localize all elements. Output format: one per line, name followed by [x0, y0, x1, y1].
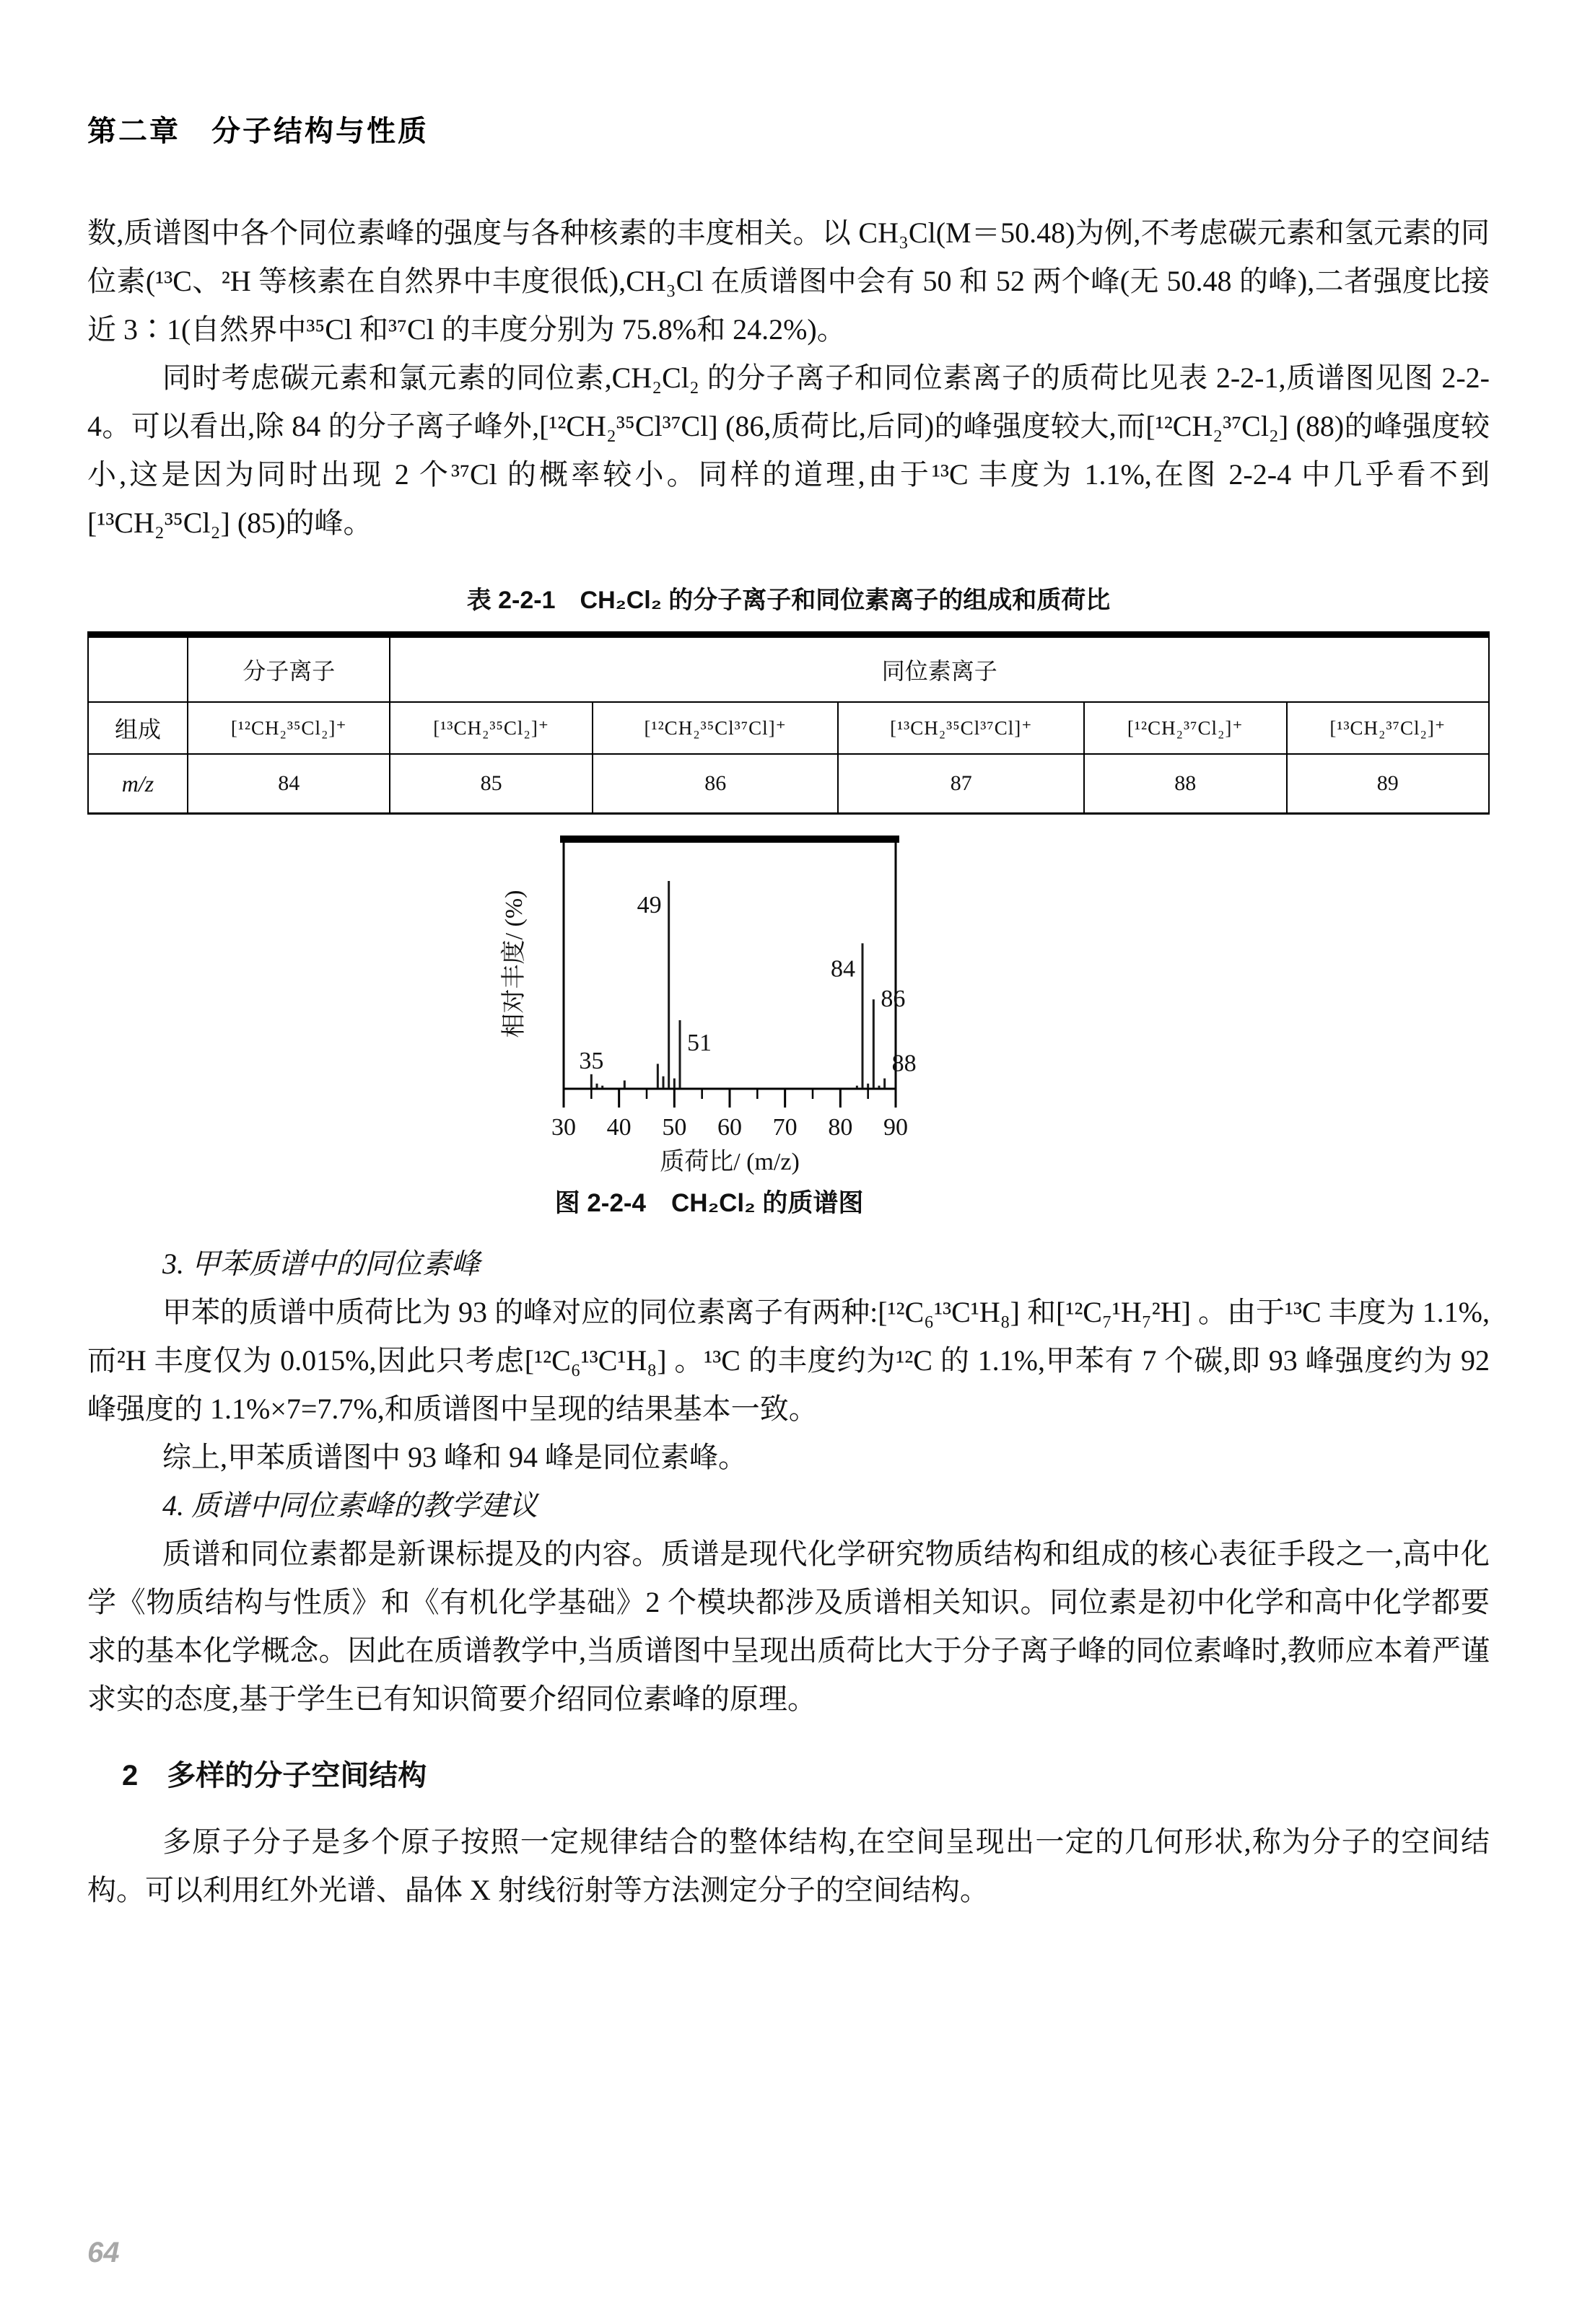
peak-label: 35 — [578, 1047, 603, 1074]
x-tick-label: 40 — [606, 1114, 632, 1141]
table-cell: 86 — [593, 754, 839, 814]
section-2-heading: 2 多样的分子空间结构 — [122, 1760, 427, 1792]
section-4-heading: 4. 质谱中同位素峰的教学建议 — [162, 1489, 538, 1522]
table-cell: 87 — [838, 754, 1084, 814]
table-header-isotope-ion: 同位素离子 — [390, 635, 1489, 703]
peak-label: 84 — [830, 955, 855, 983]
table-corner-cell — [88, 635, 188, 703]
x-tick-label: 90 — [883, 1114, 908, 1141]
table-cell: 85 — [390, 754, 592, 814]
section-3-summary: 综上,甲苯质谱图中 93 峰和 94 峰是同位素峰。 — [162, 1441, 747, 1473]
table-cell: [¹³CH₂³⁵Cl₂]⁺ — [390, 702, 592, 754]
table-cell: [¹²CH₂³⁵Cl₂]⁺ — [188, 702, 390, 754]
row-label-composition: 组成 — [88, 702, 188, 754]
y-axis-label: 相对丰度/ (%) — [500, 890, 528, 1038]
row-label-mz: m/z — [88, 754, 188, 814]
section-2-paragraph: 多原子分子是多个原子按照一定规律结合的整体结构,在空间呈现出一定的几何形状,称为分子的空间结构。可以利用红外光谱、晶体 X 射线衍射等方法测定分子的空间结构。 — [87, 1825, 1490, 1906]
section-3-paragraph: 甲苯的质谱中质荷比为 93 的峰对应的同位素离子有两种:[¹²C₆¹³C¹H₈] 和[¹²C₇¹H₇²H] 。由于¹³C 丰度为 1.1%,而²H 丰度仅为 0.015%,因此只考虑[¹²C₆¹³C¹H₈] 。¹³C 的丰度约为¹²C 的 1.1%,甲苯有 7 个碳,即 93 峰强度约为 92 峰强度的 1.1%×7=7.7%,和质谱图中呈现的结果基本一致。 — [87, 1296, 1490, 1425]
table-row — [88, 754, 1489, 814]
mass-spectrum-chart — [500, 823, 948, 1177]
table-title: 表 2-2-1 CH₂Cl₂ 的分子离子和同位素离子的组成和质荷比 — [466, 587, 1111, 614]
table-cell: 88 — [1084, 754, 1286, 814]
page-number: 64 — [87, 2237, 120, 2268]
chapter-header: 第二章 分子结构与性质 — [87, 115, 429, 147]
section-3-heading: 3. 甲苯质谱中的同位素峰 — [162, 1247, 480, 1280]
x-tick-label: 80 — [827, 1114, 852, 1141]
table-cell: [¹²CH₂³⁵Cl³⁷Cl]⁺ — [593, 702, 839, 754]
peak-label: 88 — [891, 1050, 917, 1077]
x-tick-label: 60 — [717, 1114, 742, 1141]
table-cell: [¹³CH₂³⁷Cl₂]⁺ — [1287, 702, 1489, 754]
paragraph-2: 同时考虑碳元素和氯元素的同位素,CH₂Cl₂ 的分子离子和同位素离子的质荷比见表 2-2-1,质谱图见图 2-2-4。可以看出,除 84 的分子离子峰外,[¹²CH₂³⁵Cl³⁷Cl] (86,质荷比,后同)的峰强度较大,而[¹²CH₂³⁷Cl₂] (88)的峰强度较小,这是因为同时出现 2 个³⁷Cl 的概率较小。同样的道理,由于¹³C 丰度为 1.1%,在图 2-2-4 中几乎看不到[¹³CH₂³⁵Cl₂] (85)的峰。 — [87, 361, 1490, 539]
section-4-paragraph: 质谱和同位素都是新课标提及的内容。质谱是现代化学研究物质结构和组成的核心表征手段之一,高中化学《物质结构与性质》和《有机化学基础》2 个模块都涉及质谱相关知识。同位素是初中化学和高中化学都要求的基本化学概念。因此在质谱教学中,当质谱图中呈现出质荷比大于分子离子峰的同位素峰时,教师应本着严谨求实的态度,基于学生已有知识简要介绍同位素峰的原理。 — [87, 1538, 1490, 1715]
table-cell: 84 — [188, 754, 390, 814]
table-row — [88, 635, 1489, 703]
table-cell: 89 — [1287, 754, 1489, 814]
isotope-ion-table — [87, 631, 1490, 815]
table-cell: [¹²CH₂³⁷Cl₂]⁺ — [1084, 702, 1286, 754]
x-tick-label: 30 — [551, 1114, 576, 1141]
x-tick-label: 50 — [661, 1114, 686, 1141]
x-tick-label: 70 — [772, 1114, 798, 1141]
peak-label: 86 — [880, 986, 905, 1013]
paragraph-1: 数,质谱图中各个同位素峰的强度与各种核素的丰度相关。以 CH₃Cl(M＝50.48)为例,不考虑碳元素和氢元素的同位素(¹³C、²H 等核素在自然界中丰度很低),CH₃Cl 在质谱图中会有 50 和 52 两个峰(无 50.48 的峰),二者强度比接近 3∶1(自然界中³⁵Cl 和³⁷Cl 的丰度分别为 75.8%和 24.2%)。 — [87, 216, 1490, 346]
table-header-molecular-ion: 分子离子 — [188, 635, 390, 703]
x-axis-label: 质荷比/ (m/z) — [659, 1149, 800, 1175]
table-row — [88, 702, 1489, 754]
figure-caption: 图 2-2-4 CH₂Cl₂ 的质谱图 — [554, 1189, 864, 1217]
figure-2-2-4 — [22, 823, 1425, 1219]
table-cell: [¹³CH₂³⁵Cl³⁷Cl]⁺ — [838, 702, 1084, 754]
page-content — [0, 108, 1577, 1914]
peak-label: 51 — [686, 1029, 712, 1056]
peak-label: 49 — [637, 892, 662, 918]
